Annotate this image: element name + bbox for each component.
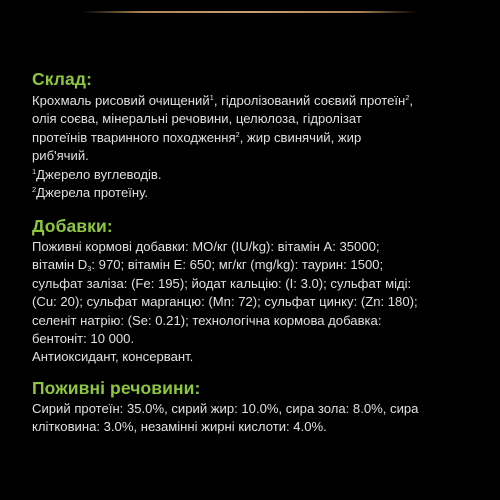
additives-heading: Добавки: [32, 216, 113, 236]
composition-text [32, 92, 492, 202]
additives-line: селеніт натрію: (Se: 0.21); технологічна кормова добавка: [32, 312, 382, 328]
composition-heading: Склад: [32, 69, 92, 89]
footnote-protein: $^2$Джерела протеїну. [32, 185, 149, 201]
top-divider [82, 11, 418, 13]
footnote-carbohydrates: $^1$Джерело вуглеводів. [32, 166, 162, 182]
nutrients-heading: Поживні речовини: [32, 378, 201, 398]
nutrients-line: Сирий протеїн: 35.0%, сирий жир: 10.0%, сира зола: 8.0%, сира [32, 401, 419, 416]
additives-line: Поживні кормові добавки: МО/кг (IU/kg): вітамін А: 35000; [32, 239, 380, 254]
additives-line: Антиоксидант, консервант. [32, 349, 194, 365]
additives-line: сульфат заліза: (Fe: 195); йодат кальцію: (I: 3.0); сульфат міді: [32, 275, 412, 291]
composition-line: риб'ячий. [32, 148, 89, 164]
composition-line: олія соєва, мінеральні речовини, целюлоза, гідролізат [32, 111, 362, 127]
additives-text [32, 238, 492, 367]
additives-line: вітамін $D_3$: 970; вітамін Е: 650; мг/кг (mg/kg): таурин: 1500; [32, 257, 384, 274]
composition-line: Крохмаль рисовий очищений$^1$, гідролізований соєвий протеїн$^2$, [32, 93, 414, 108]
additives-line: бентоніт: 10 000. [32, 331, 135, 347]
additives-line: (Cu: 20); сульфат марганцю: (Mn: 72); сульфат цинку: (Zn: 180); [32, 294, 418, 310]
composition-line: протеїнів тваринного походження$^2$, жир свинячий, жир [32, 129, 362, 145]
nutrients-text [32, 400, 492, 437]
nutrients-line: клітковина: 3.0%, незамінні жирні кислоти: 4.0%. [32, 419, 327, 435]
